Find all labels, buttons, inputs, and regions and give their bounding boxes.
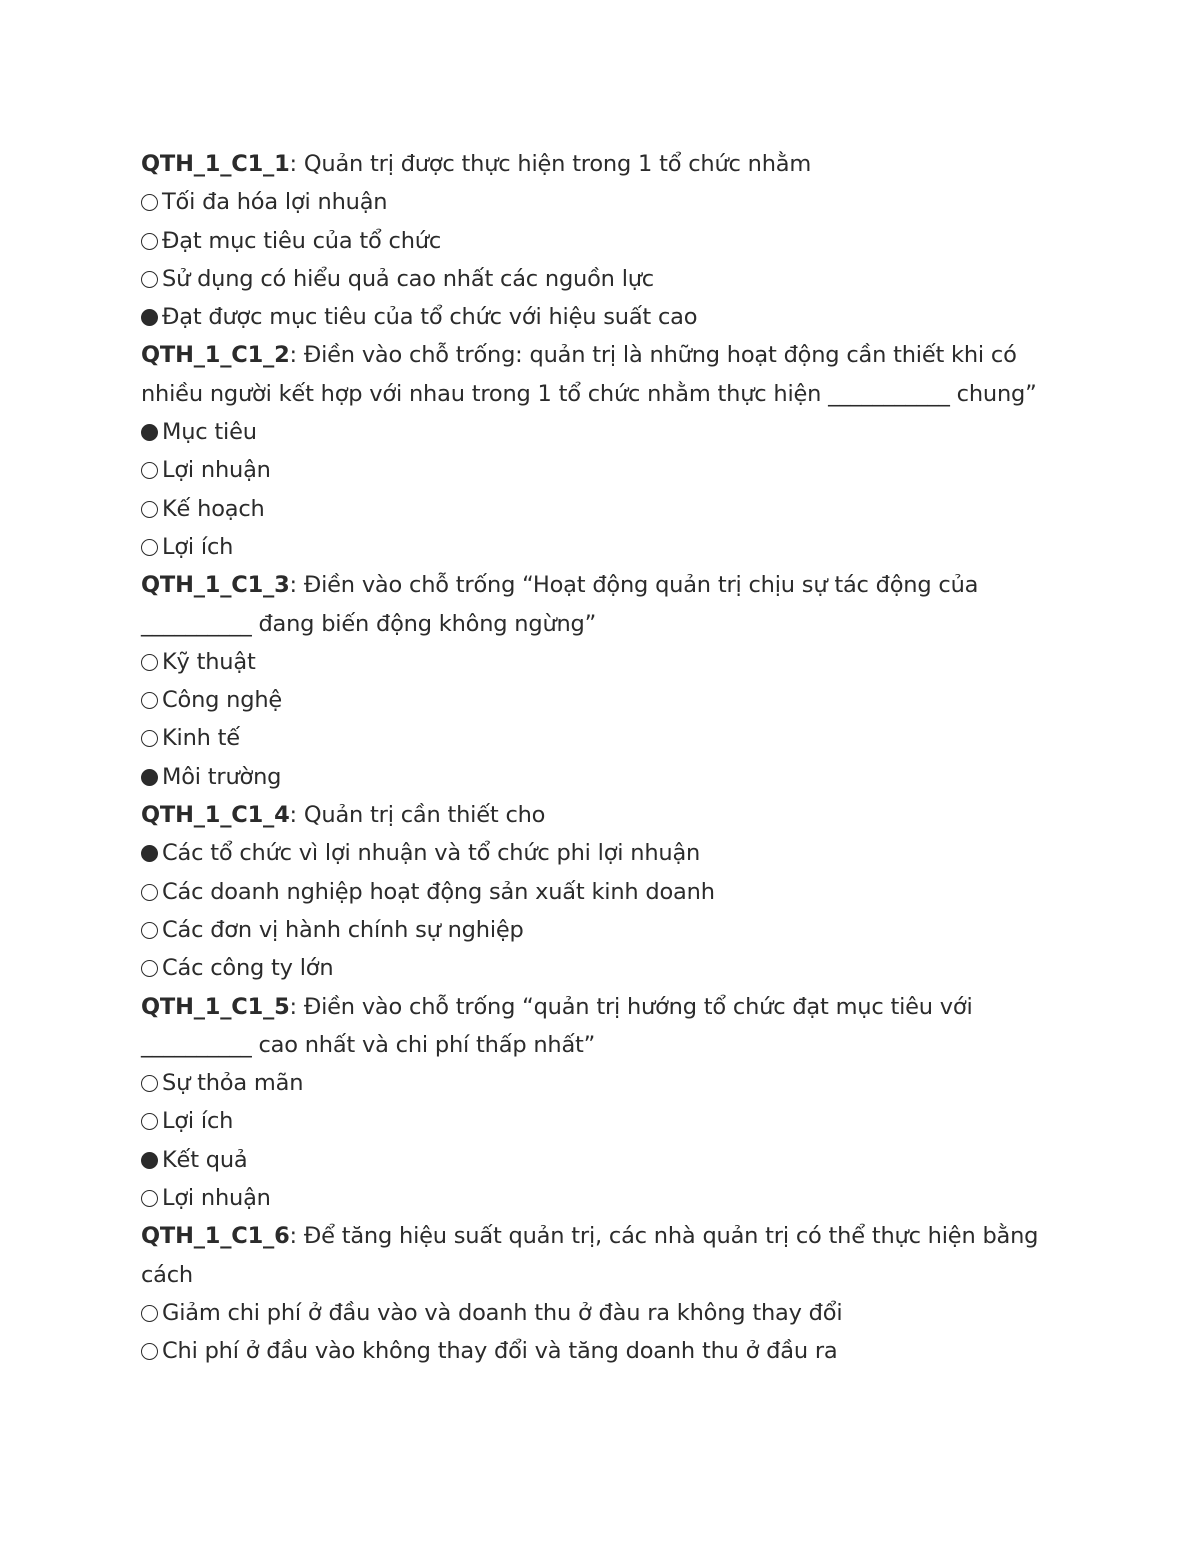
document-body: [141, 145, 1066, 1371]
option-text: Kỹ thuật: [162, 648, 256, 675]
question-block: [141, 988, 1066, 1218]
selected-radio-icon: [141, 1152, 158, 1169]
unselected-radio-icon: [141, 960, 158, 977]
question-id: QTH_1_C1_3: [141, 572, 290, 599]
answer-option: [141, 1102, 1066, 1140]
question-line: [141, 145, 1066, 183]
answer-option: [141, 681, 1066, 719]
option-text: Mục tiêu: [162, 419, 257, 446]
unselected-radio-icon: [141, 501, 158, 518]
unselected-radio-icon: [141, 1075, 158, 1092]
unselected-radio-icon: [141, 539, 158, 556]
option-text: Kết quả: [162, 1146, 248, 1173]
unselected-radio-icon: [141, 1305, 158, 1322]
option-text: Tối đa hóa lợi nhuận: [162, 189, 388, 216]
question-line: [141, 1217, 1066, 1294]
unselected-radio-icon: [141, 233, 158, 250]
answer-option: [141, 911, 1066, 949]
question-text: : Điền vào chỗ trống “Hoạt động quản trị chịu sự tác động của __________ đang biến động không ngừng”: [141, 572, 979, 637]
question-text: : Quản trị được thực hiện trong 1 tổ chức nhằm: [289, 151, 812, 177]
option-text: Lợi nhuận: [162, 1185, 271, 1212]
unselected-radio-icon: [141, 194, 158, 211]
question-id: QTH_1_C1_5: [141, 993, 290, 1020]
answer-option: [141, 298, 1066, 336]
unselected-radio-icon: [141, 730, 158, 747]
question-text: : Điền vào chỗ trống “quản trị hướng tổ chức đạt mục tiêu với __________ cao nhất và chi phí thấp nhất”: [141, 993, 973, 1058]
question-text: : Để tăng hiệu suất quản trị, các nhà quản trị có thể thực hiện bằng cách: [141, 1223, 1039, 1288]
answer-option: [141, 1294, 1066, 1332]
answer-option: [141, 260, 1066, 298]
question-text: : Quản trị cần thiết cho: [289, 802, 546, 829]
answer-option: [141, 451, 1066, 489]
option-text: Kế hoạch: [162, 495, 265, 522]
answer-option: [141, 1064, 1066, 1102]
unselected-radio-icon: [141, 692, 158, 709]
unselected-radio-icon: [141, 271, 158, 288]
answer-option: [141, 758, 1066, 796]
question-id: QTH_1_C1_2: [141, 342, 290, 369]
unselected-radio-icon: [141, 462, 158, 479]
question-id: QTH_1_C1_6: [141, 1223, 290, 1250]
answer-option: [141, 949, 1066, 987]
option-text: Các đơn vị hành chính sự nghiệp: [162, 916, 524, 943]
answer-option: [141, 1179, 1066, 1217]
option-text: Lợi ích: [162, 533, 234, 560]
question-block: [141, 1217, 1066, 1370]
option-text: Các doanh nghiệp hoạt động sản xuất kinh doanh: [162, 878, 715, 905]
answer-option: [141, 1141, 1066, 1179]
option-text: Giảm chi phí ở đầu vào và doanh thu ở đàu ra không thay đổi: [162, 1299, 843, 1326]
option-text: Môi trường: [162, 763, 282, 790]
answer-option: [141, 834, 1066, 872]
answer-option: [141, 528, 1066, 566]
unselected-radio-icon: [141, 922, 158, 939]
selected-radio-icon: [141, 424, 158, 441]
question-block: [141, 566, 1066, 796]
unselected-radio-icon: [141, 1190, 158, 1207]
question-line: [141, 566, 1066, 643]
question-block: [141, 336, 1066, 566]
option-text: Các tổ chức vì lợi nhuận và tổ chức phi lợi nhuận: [162, 840, 701, 867]
selected-radio-icon: [141, 769, 158, 786]
option-text: Công nghệ: [162, 687, 283, 714]
question-id: QTH_1_C1_4: [141, 802, 290, 829]
unselected-radio-icon: [141, 1113, 158, 1130]
answer-option: [141, 719, 1066, 757]
question-text: : Điền vào chỗ trống: quản trị là những hoạt động cần thiết khi có nhiều người kết hợp với nhau trong 1 tổ chức nhằm thực hiện ___________ chung”: [141, 342, 1037, 407]
question-line: [141, 796, 1066, 834]
question-block: [141, 796, 1066, 987]
answer-option: [141, 183, 1066, 221]
option-text: Lợi nhuận: [162, 457, 271, 484]
option-text: Sự thỏa mãn: [162, 1070, 304, 1097]
answer-option: [141, 413, 1066, 451]
answer-option: [141, 873, 1066, 911]
answer-option: [141, 490, 1066, 528]
option-text: Đạt mục tiêu của tổ chức: [162, 227, 441, 254]
question-line: [141, 336, 1066, 413]
option-text: Đạt được mục tiêu của tổ chức với hiệu suất cao: [162, 304, 698, 331]
question-id: QTH_1_C1_1: [141, 151, 290, 177]
selected-radio-icon: [141, 309, 158, 326]
option-text: Chi phí ở đầu vào không thay đổi và tăng doanh thu ở đầu ra: [162, 1338, 838, 1365]
question-line: [141, 988, 1066, 1065]
answer-option: [141, 222, 1066, 260]
option-text: Lợi ích: [162, 1108, 234, 1135]
answer-option: [141, 643, 1066, 681]
option-text: Sử dụng có hiểu quả cao nhất các nguồn lực: [162, 265, 654, 292]
unselected-radio-icon: [141, 1343, 158, 1360]
answer-option: [141, 1332, 1066, 1370]
selected-radio-icon: [141, 845, 158, 862]
unselected-radio-icon: [141, 654, 158, 671]
unselected-radio-icon: [141, 884, 158, 901]
option-text: Các công ty lớn: [162, 955, 334, 982]
question-block: [141, 145, 1066, 336]
option-text: Kinh tế: [162, 725, 240, 752]
